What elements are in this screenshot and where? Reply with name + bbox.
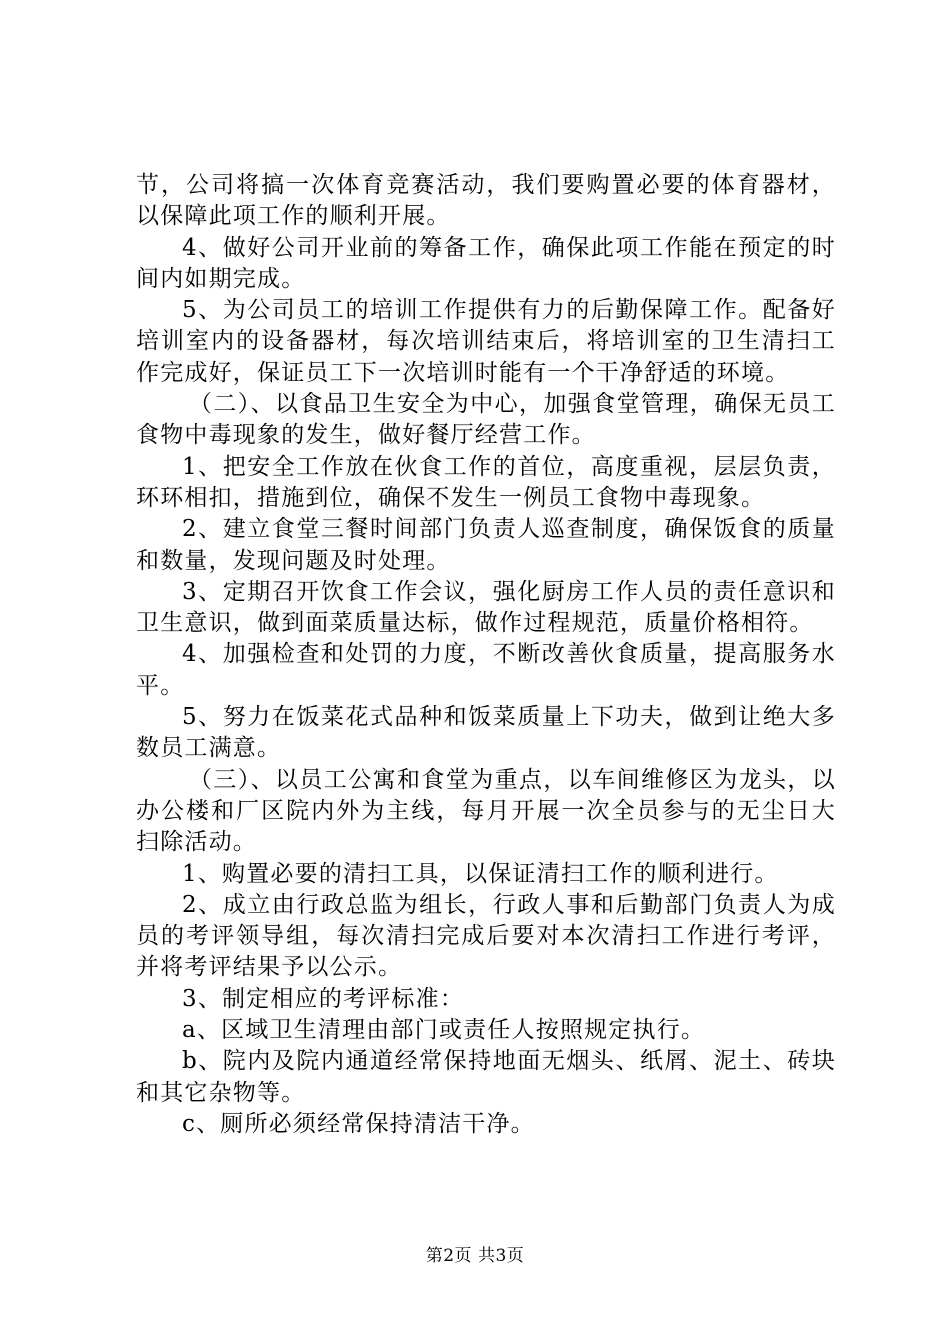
paragraph-standard-c: c、厕所必须经常保持清洁干净。 xyxy=(182,1110,535,1137)
paragraph-item-2-review-team: 2、成立由行政总监为组长，行政人事和后勤部门负责人为成员的考评领导组，每次清扫完成后要对本次清扫工作进行考评，并将考评结果予以公示。 xyxy=(136,891,836,981)
paragraph-item-3-standards: 3、制定相应的考评标准： xyxy=(182,985,465,1012)
paragraph-item-4-penalties: 4、加强检查和处罚的力度，不断改善伙食质量，提高服务水平。 xyxy=(136,641,836,699)
paragraph-standard-b: b、院内及院内通道经常保持地面无烟头、纸屑、泥土、砖块和其它杂物等。 xyxy=(136,1048,836,1106)
paragraph-item-3-meetings: 3、定期召开饮食工作会议，强化厨房工作人员的责任意识和卫生意识，做到面菜质量达标，做作过程规范，质量价格相符。 xyxy=(136,578,836,637)
paragraph-item-1-safety-priority: 1、把安全工作放在伙食工作的首位，高度重视，层层负责，环环相扣，措施到位，确保不发生一例员工食物中毒现象。 xyxy=(136,453,836,511)
paragraph-item-5-training-support: 5、为公司员工的培训工作提供有力的后勤保障工作。配备好培训室内的设备器材，每次培训结束后，将培训室的卫生清扫工作完成好，保证员工下一次培训时能有一个干净舒适的环境。 xyxy=(136,297,836,386)
paragraph-item-5-menu-quality: 5、努力在饭菜花式品种和饭菜质量上下功夫，做到让绝大多数员工满意。 xyxy=(136,704,836,762)
paragraph-item-1-tools: 1、购置必要的清扫工具，以保证清扫工作的顺利进行。 xyxy=(182,860,779,887)
section-heading-3-cleaning: （三）、以员工公寓和食堂为重点，以车间维修区为龙头，以办公楼和厂区院内外为主线，每月开展一次全员参与的无尘日大扫除活动。 xyxy=(136,766,836,856)
paragraph-continuation: 节，公司将搞一次体育竞赛活动，我们要购置必要的体育器材，以保障此项工作的顺利开展。 xyxy=(136,172,836,230)
page-number-footer: 第2页 共3页 xyxy=(425,1246,525,1266)
document-body xyxy=(136,170,836,1140)
section-heading-2-food-safety: （二）、以食品卫生安全为中心，加强食堂管理，确保无员工食物中毒现象的发生，做好餐厅经营工作。 xyxy=(136,391,836,449)
paragraph-standard-a: a、区域卫生清理由部门或责任人按照规定执行。 xyxy=(182,1017,706,1044)
paragraph-item-4-opening-prep: 4、做好公司开业前的筹备工作，确保此项工作能在预定的时间内如期完成。 xyxy=(136,234,836,292)
paragraph-item-2-inspection: 2、建立食堂三餐时间部门负责人巡查制度，确保饭食的质量和数量，发现问题及时处理。 xyxy=(136,516,836,574)
